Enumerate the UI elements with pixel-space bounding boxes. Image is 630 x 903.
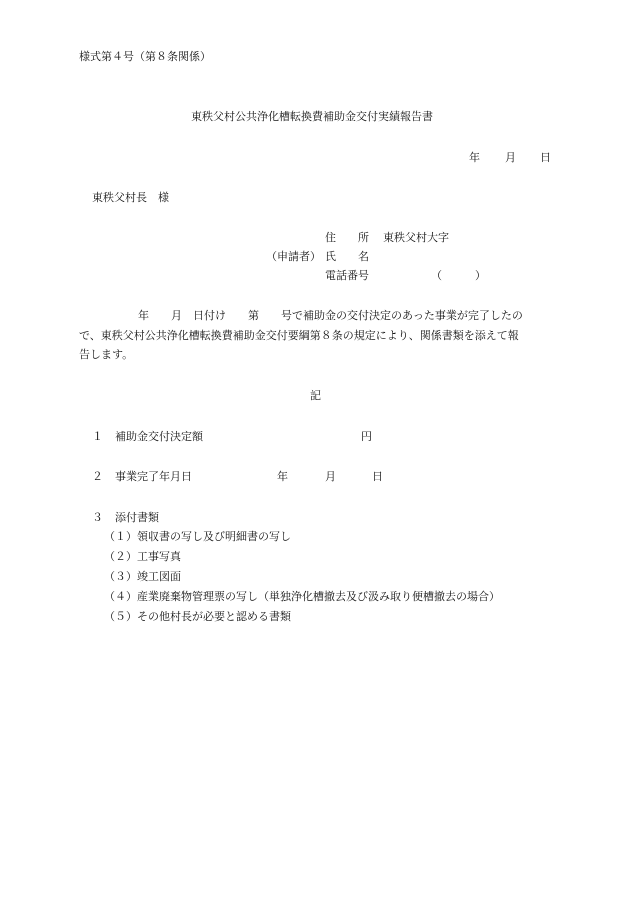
date-day: 日 [540, 151, 551, 164]
body-line-1: 年 月 日付け 第 号で補助金の交付決定のあった事業が完了したの [138, 309, 523, 322]
attachment-item: （１）領収書の写し及び明細書の写し [104, 530, 291, 543]
addressee: 東秩父村長 様 [92, 191, 169, 204]
item-3-number: ３ [92, 511, 103, 524]
attachment-item: （４）産業廃棄物管理票の写し（単独浄化槽撤去及び汲み取り便槽撤去の場合） [104, 590, 500, 603]
body-line-3: 告します。 [79, 348, 134, 361]
date-year: 年 [469, 151, 480, 164]
attachment-item: （５）その他村長が必要と認める書類 [104, 610, 291, 623]
applicant-tag: （申請者） [266, 250, 321, 263]
attachment-item: （２）工事写真 [104, 550, 181, 563]
item-1-unit: 円 [361, 430, 372, 443]
date-month: 月 [505, 151, 516, 164]
address-value: 東秩父村大字 [383, 231, 449, 244]
item-2-month: 月 [325, 470, 336, 483]
item-2-day: 日 [372, 470, 383, 483]
item-2-label: 事業完了年月日 [115, 470, 192, 483]
phone-label: 電話番号 [325, 269, 369, 282]
name-label: 氏 名 [325, 250, 369, 263]
item-2-number: ２ [92, 470, 103, 483]
form-number: 様式第４号（第８条関係） [79, 50, 211, 63]
address-label: 住 所 [325, 231, 369, 244]
body-line-2: で、東秩父村公共浄化槽転換費補助金交付要綱第８条の規定により、関係書類を添えて報 [79, 329, 519, 342]
item-1-number: １ [92, 430, 103, 443]
item-3-label: 添付書類 [115, 511, 159, 524]
item-2-year: 年 [277, 470, 288, 483]
phone-paren: （ ） [431, 269, 486, 282]
ki-heading: 記 [310, 389, 321, 402]
item-1-label: 補助金交付決定額 [115, 430, 203, 443]
attachment-item: （３）竣工図面 [104, 570, 181, 583]
document-title: 東秩父村公共浄化槽転換費補助金交付実績報告書 [191, 110, 433, 123]
